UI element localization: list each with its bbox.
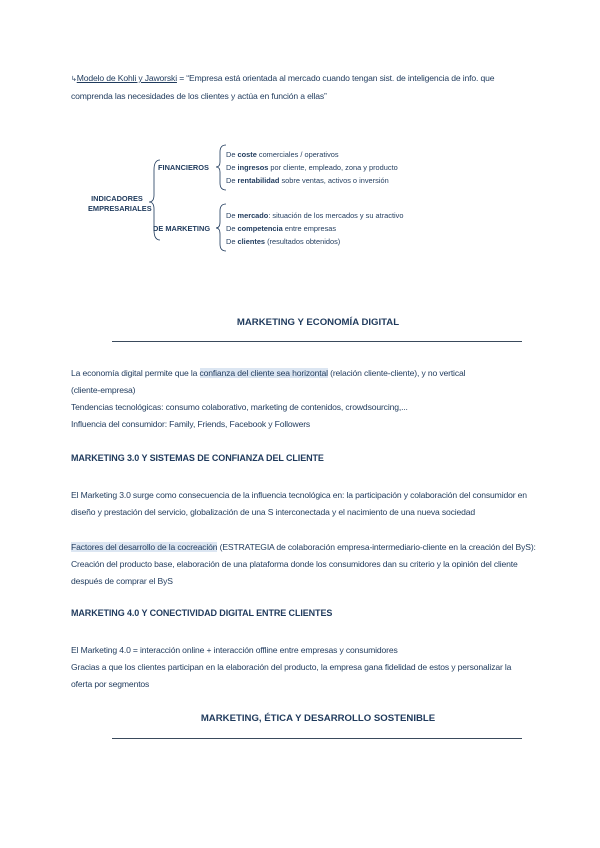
subheading-marketing-4-0: MARKETING 4.0 Y CONECTIVIDAD DIGITAL ENTRE CLIENTES	[71, 608, 333, 618]
sub2-p2-line1: Gracias a que los clientes participan en la elaboración del producto, la empresa gana fidelidad de estos y personalizar la	[71, 662, 512, 672]
sub1-p1-line1: El Marketing 3.0 surge como consecuencia de la influencia tecnológica en: la participación y colaboración del consumidor en	[71, 490, 527, 500]
intro-line-1	[71, 70, 494, 88]
section-title-etica: MARKETING, ÉTICA Y DESARROLLO SOSTENIBLE	[200, 713, 436, 724]
section1-p2: Tendencias tecnológicas: consumo colaborativo, marketing de contenidos, crowdsourcing,...	[71, 402, 408, 412]
diagram-root-line-1: INDICADORES	[91, 194, 143, 203]
sub1-p1-line2: diseño y prestación del servicio, globalización de una S interconectada y el nacimiento de una nueva sociedad	[71, 507, 476, 517]
model-link[interactable]: Modelo de Kohli y Jaworski	[76, 73, 177, 83]
sub2-p2-line2: oferta por segmentos	[71, 679, 150, 689]
section1-p1-line1: La economía digital permite que la confianza del cliente sea horizontal (relación cliente-cliente), y no vertical	[71, 368, 466, 378]
sub2-p1: El Marketing 4.0 = interacción online + interacción offline entre empresas y consumidores	[71, 645, 398, 655]
subheading-marketing-3-0: MARKETING 3.0 Y SISTEMAS DE CONFIANZA DEL CLIENTE	[71, 453, 324, 463]
diagram-root-line-2: EMPRESARIALES	[88, 204, 152, 213]
sub1-p2-line2: Creación del producto base, elaboración de una plataforma donde los consumidores dan su criterio y la opinión del cliente	[71, 559, 518, 569]
arrow-icon: ↳	[71, 76, 77, 83]
section-divider	[112, 341, 522, 342]
section-divider	[112, 738, 522, 739]
intro-line-1-text: = “Empresa está orientada al mercado cuando tengan sist. de inteligencia de info. que	[176, 73, 495, 83]
branch-marketing-label: DE MARKETING	[153, 224, 211, 233]
marketing-item: De clientes (resultados obtenidos)	[226, 237, 341, 246]
indicators-diagram	[70, 140, 430, 260]
branch-financieros-label: FINANCIEROS	[158, 163, 209, 172]
section1-p1-line2: (cliente-empresa)	[71, 385, 136, 395]
diagram-root	[88, 192, 152, 216]
financieros-item: De ingresos por cliente, empleado, zona y producto	[226, 163, 398, 172]
financieros-item: De coste comerciales / operativos	[226, 150, 339, 159]
marketing-item: De mercado: situación de los mercados y su atractivo	[226, 211, 404, 220]
highlight-confianza: confianza del cliente sea horizontal	[199, 368, 328, 378]
section1-p3: Influencia del consumidor: Family, Friends, Facebook y Followers	[71, 419, 311, 429]
financieros-item: De rentabilidad sobre ventas, activos o inversión	[226, 176, 389, 185]
section-title-economia-digital: MARKETING Y ECONOMÍA DIGITAL	[236, 317, 400, 328]
sub1-p2-line1: Factores del desarrollo de la cocreación (ESTRATEGIA de colaboración empresa-intermediario-cliente en la creación del ByS):	[71, 542, 536, 552]
highlight-cocreacion: Factores del desarrollo de la cocreación	[71, 542, 218, 552]
marketing-item: De competencia entre empresas	[226, 224, 337, 233]
sub1-p2-line3: después de comprar el ByS	[71, 576, 173, 586]
intro-line-2: comprenda las necesidades de los clientes y actúa en función a ellas”	[71, 91, 327, 101]
